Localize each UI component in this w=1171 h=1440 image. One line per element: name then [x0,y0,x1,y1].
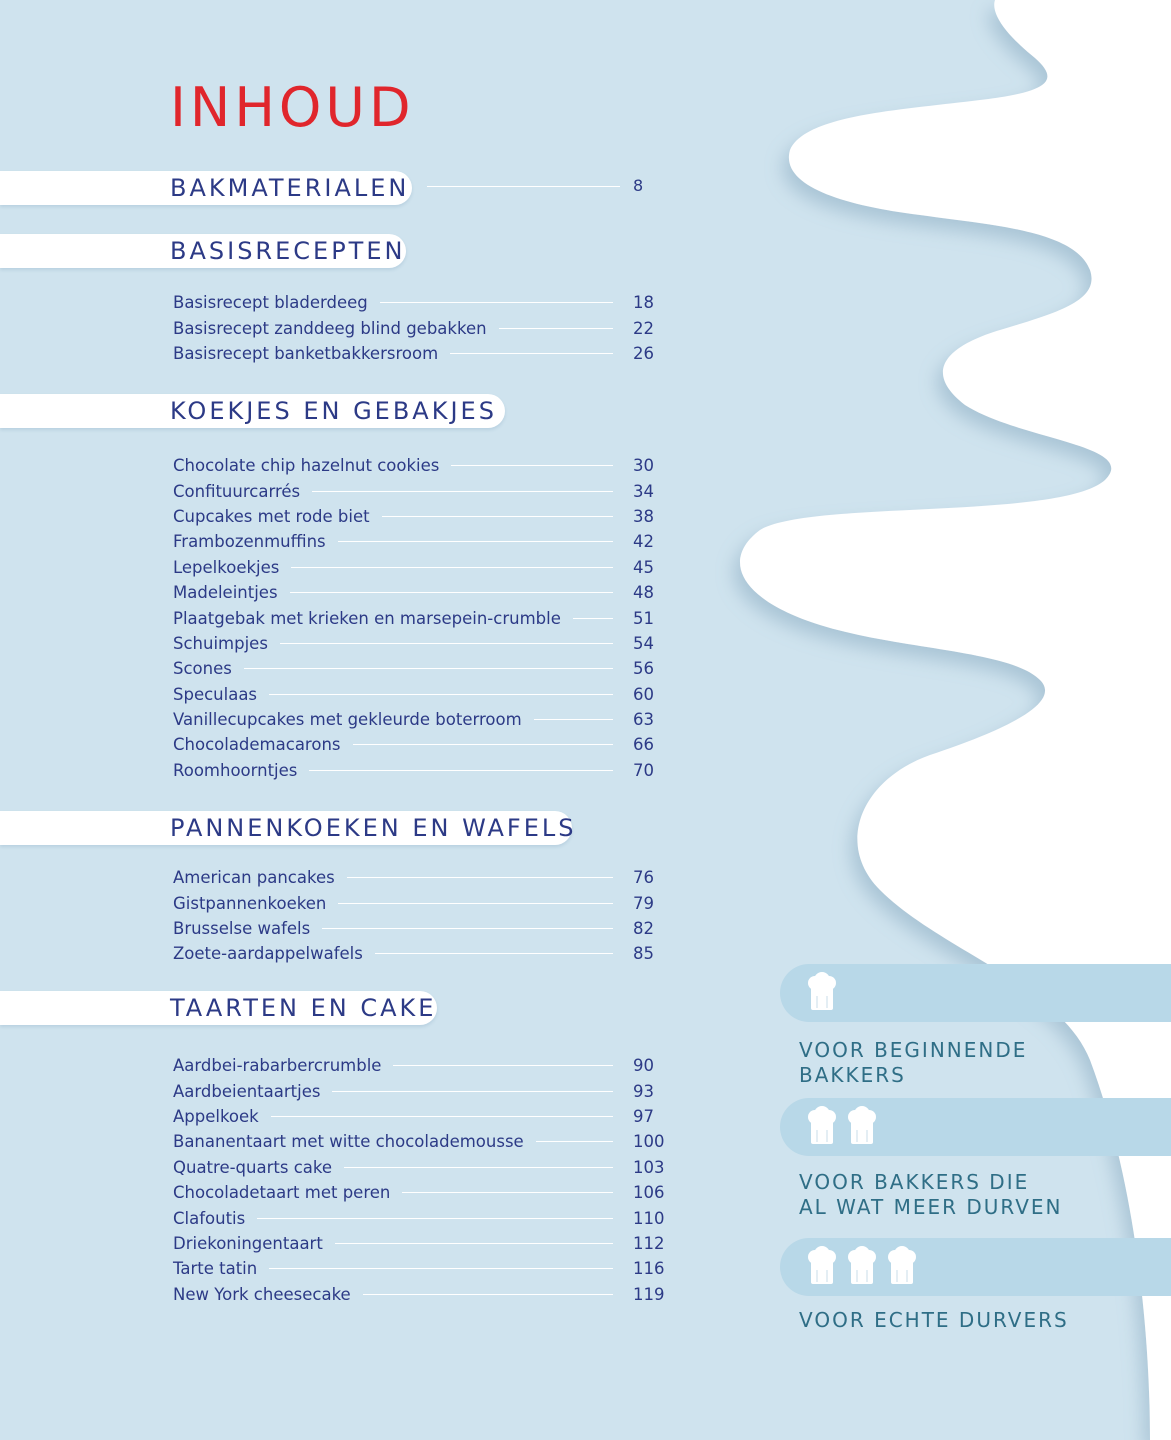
leader-line [291,567,613,568]
toc-entry[interactable] [173,1129,673,1154]
entry-name: Chocoladetaart met peren [173,1183,391,1203]
entry-page-number: 66 [633,735,654,755]
entry-page-number: 112 [633,1233,665,1253]
entry-page-number: 82 [633,918,654,938]
legend-line: AL WAT MEER DURVEN [799,1195,1063,1219]
entry-page-number: 45 [633,557,654,577]
toc-entry[interactable] [173,707,673,732]
toc-entry[interactable] [173,1053,673,1078]
toc-entry[interactable] [173,732,673,757]
toc-entry[interactable] [173,315,673,340]
entry-list-basisrecepten [173,290,673,366]
entry-page-number: 70 [633,760,654,780]
entry-name: Scones [173,659,232,679]
leader-line [363,1294,613,1295]
leader-line [353,744,614,745]
toc-entry[interactable] [173,758,673,783]
section-band-koekjes-en-gebakjes [0,394,505,428]
leader-line [269,1268,613,1269]
toc-entry[interactable] [173,580,673,605]
toc-entry[interactable] [173,478,673,503]
entry-page-number: 63 [633,710,654,730]
entry-page-number: 103 [633,1157,665,1177]
chef-hat-icon [886,1246,918,1288]
entry-name: Chocolate chip hazelnut cookies [173,456,440,476]
difficulty-label-3 [799,1308,1159,1333]
toc-entry[interactable] [173,453,673,478]
entry-name: Zoete-aardappelwafels [173,944,363,964]
toc-entry[interactable] [173,1256,673,1281]
entry-list-taarten-en-cake [173,1053,673,1307]
chef-hat-icon [806,1246,838,1288]
entry-name: Gistpannenkoeken [173,893,327,913]
toc-entry[interactable] [173,1104,673,1129]
entry-name: Frambozenmuffins [173,532,326,552]
section-heading: BAKMATERIALEN [170,174,410,202]
toc-entry[interactable] [173,555,673,580]
entry-page-number: 54 [633,633,654,653]
entry-page-number: 97 [633,1106,654,1126]
entry-page-number: 119 [633,1284,665,1304]
entry-name: Chocolademacarons [173,735,341,755]
toc-entry[interactable] [173,941,673,966]
leader-line [344,1167,613,1168]
toc-entry[interactable] [173,1078,673,1103]
leader-line [271,1116,613,1117]
entry-page-number: 18 [633,293,654,313]
section-band-basisrecepten [0,234,406,268]
chef-hat-icon [806,1106,838,1148]
entry-page-number: 100 [633,1132,665,1152]
leader-line [393,1065,613,1066]
leader-line [451,465,613,466]
entry-list-koekjes-en-gebakjes [173,453,673,783]
entry-page-number: 26 [633,343,654,363]
leader-line [338,903,613,904]
section-heading: KOEKJES EN GEBAKJES [170,397,497,425]
leader-line [536,1141,613,1142]
difficulty-bar-2 [780,1098,1171,1156]
toc-entry[interactable] [173,290,673,315]
page-title: INHOUD [170,76,415,139]
legend-line: VOOR BAKKERS DIE [799,1170,1030,1194]
leader-line [347,877,613,878]
entry-page-number: 48 [633,583,654,603]
leader-line [332,1091,613,1092]
leader-line [309,770,613,771]
toc-entry[interactable] [173,865,673,890]
leader-line [290,592,613,593]
entry-page-number: 85 [633,944,654,964]
leader-line [499,328,613,329]
entry-name: Driekoningentaart [173,1233,323,1253]
entry-name: Basisrecept bladerdeeg [173,293,368,313]
leader-line [375,953,613,954]
leader-line [450,353,613,354]
entry-name: Roomhoorntjes [173,760,298,780]
leader-line [312,491,613,492]
entry-name: Schuimpjes [173,633,268,653]
leader-line [280,643,613,644]
entry-page-number: 34 [633,481,654,501]
leader-line [322,928,613,929]
entry-name: Madeleintjes [173,583,278,603]
entry-name: Confituurcarrés [173,481,301,501]
section-page-number: 8 [633,176,644,195]
section-heading: TAARTEN EN CAKE [170,994,437,1022]
section-band-taarten-en-cake [0,991,437,1025]
difficulty-bar-1 [780,964,1171,1022]
entry-name: Bananentaart met witte chocolademousse [173,1132,524,1152]
entry-name: Brusselse wafels [173,918,311,938]
leader-line [269,694,613,695]
toc-entry[interactable] [173,529,673,554]
entry-page-number: 30 [633,456,654,476]
toc-entry[interactable] [173,916,673,941]
leader-line [244,668,613,669]
toc-entry[interactable] [173,504,673,529]
entry-page-number: 106 [633,1183,665,1203]
legend-line: BAKKERS [799,1063,906,1087]
section-band-bakmaterialen [0,171,412,205]
entry-page-number: 22 [633,318,654,338]
entry-page-number: 116 [633,1259,665,1279]
entry-page-number: 56 [633,659,654,679]
toc-entry[interactable] [173,1282,673,1307]
leader-line [402,1192,613,1193]
entry-name: Quatre-quarts cake [173,1157,332,1177]
difficulty-label-1 [799,1038,1159,1088]
entry-name: Cupcakes met rode biet [173,506,370,526]
leader-line [427,186,620,187]
toc-entry[interactable] [173,1180,673,1205]
entry-page-number: 51 [633,608,654,628]
toc-entry[interactable] [173,656,673,681]
entry-page-number: 60 [633,684,654,704]
entry-page-number: 93 [633,1081,654,1101]
entry-list-pannenkoeken-en-wafels [173,865,673,967]
chef-hat-icon [806,972,838,1014]
toc-entry[interactable] [173,890,673,915]
entry-page-number: 38 [633,506,654,526]
entry-page-number: 76 [633,868,654,888]
toc-entry[interactable] [173,341,673,366]
entry-name: Tarte tatin [173,1259,258,1279]
chef-hat-icon [846,1106,878,1148]
legend-line: VOOR ECHTE DURVERS [799,1308,1069,1332]
entry-name: Appelkoek [173,1106,259,1126]
entry-name: Vanillecupcakes met gekleurde boterroom [173,710,522,730]
leader-line [534,719,613,720]
toc-entry[interactable] [173,1205,673,1230]
toc-entry[interactable] [173,682,673,707]
toc-entry[interactable] [173,631,673,656]
entry-name: Basisrecept zanddeeg blind gebakken [173,318,487,338]
chef-hat-icon [846,1246,878,1288]
leader-line [335,1243,613,1244]
leader-line [382,516,613,517]
leader-line [380,302,613,303]
legend-line: VOOR BEGINNENDE [799,1038,1028,1062]
entry-name: Basisrecept banketbakkersroom [173,343,439,363]
entry-page-number: 90 [633,1056,654,1076]
entry-name: Plaatgebak met krieken en marsepein-crumble [173,608,561,628]
section-heading: PANNENKOEKEN EN WAFELS [170,814,577,842]
entry-page-number: 42 [633,532,654,552]
entry-name: Speculaas [173,684,258,704]
difficulty-label-2 [799,1170,1159,1220]
section-heading: BASISRECEPTEN [170,237,406,265]
leader-line [338,541,613,542]
entry-page-number: 79 [633,893,654,913]
leader-line [257,1218,613,1219]
leader-line [573,618,613,619]
toc-entry[interactable] [173,1155,673,1180]
entry-name: New York cheesecake [173,1284,351,1304]
entry-name: American pancakes [173,868,335,888]
entry-name: Aardbei-rabarbercrumble [173,1056,382,1076]
toc-entry[interactable] [173,1231,673,1256]
section-band-pannenkoeken-en-wafels [0,811,577,845]
entry-name: Lepelkoekjes [173,557,280,577]
entry-page-number: 110 [633,1208,665,1228]
difficulty-bar-3 [780,1238,1171,1296]
toc-entry[interactable] [173,605,673,630]
entry-name: Aardbeientaartjes [173,1081,321,1101]
entry-name: Clafoutis [173,1208,246,1228]
